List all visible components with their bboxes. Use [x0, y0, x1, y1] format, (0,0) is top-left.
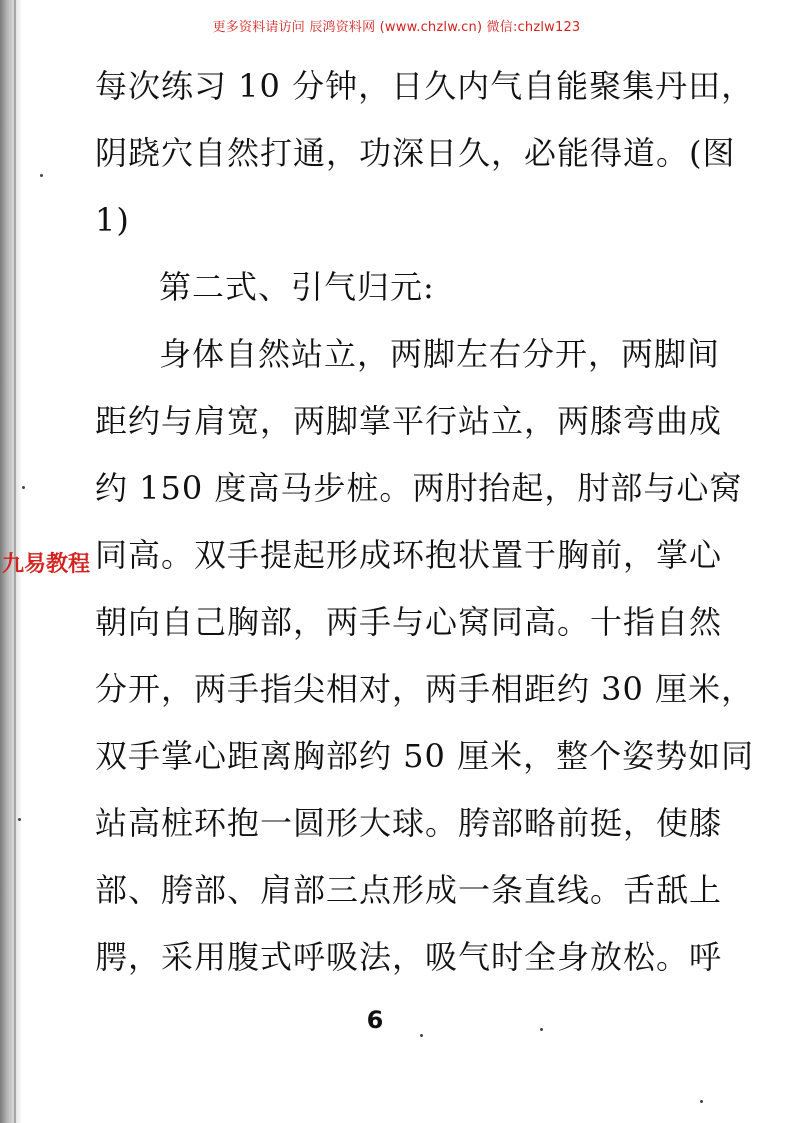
- text-line: 同高。双手提起形成环抱状置于胸前，掌心: [95, 536, 723, 574]
- scan-speck: [18, 818, 21, 821]
- document-body: [95, 62, 755, 1000]
- text-line: 距约与肩宽，两脚掌平行站立，两膝弯曲成: [95, 402, 723, 440]
- text-line: 朝向自己胸部，两手与心窝同高。十指自然: [95, 603, 723, 641]
- text-line: 约 150 度高马步桩。两肘抬起，肘部与心窝: [95, 469, 743, 507]
- scan-speck: [40, 174, 43, 177]
- text-line: 腭，采用腹式呼吸法，吸气时全身放松。呼: [95, 938, 723, 976]
- scan-speck: [540, 1028, 543, 1031]
- text-line: 双手掌心距离胸部约 50 厘米，整个姿势如同: [95, 737, 755, 775]
- scan-speck: [700, 1100, 703, 1103]
- side-watermark: 九易教程: [2, 552, 91, 577]
- text-line: 身体自然站立，两脚左右分开，两脚间: [159, 335, 721, 373]
- text-line: 阴跷穴自然打通，功深日久，必能得道。(图: [95, 134, 736, 172]
- text-line: 1): [95, 201, 130, 239]
- text-line: 分开，两手指尖相对，两手相距约 30 厘米，: [95, 670, 755, 708]
- section-heading: 第二式、引气归元:: [159, 268, 435, 306]
- scan-speck: [420, 1034, 423, 1037]
- text-line: 站高桩环抱一圆形大球。胯部略前挺，使膝: [95, 804, 723, 842]
- page-number: 6: [366, 1006, 384, 1034]
- top-watermark: 更多资料请访问 辰鸿资料网 (www.chzlw.cn) 微信:chzlw123: [212, 20, 581, 35]
- scan-speck: [22, 486, 25, 489]
- text-line: 部、胯部、肩部三点形成一条直线。舌舐上: [95, 871, 723, 909]
- text-line: 每次练习 10 分钟，日久内气自能聚集丹田，: [95, 67, 755, 105]
